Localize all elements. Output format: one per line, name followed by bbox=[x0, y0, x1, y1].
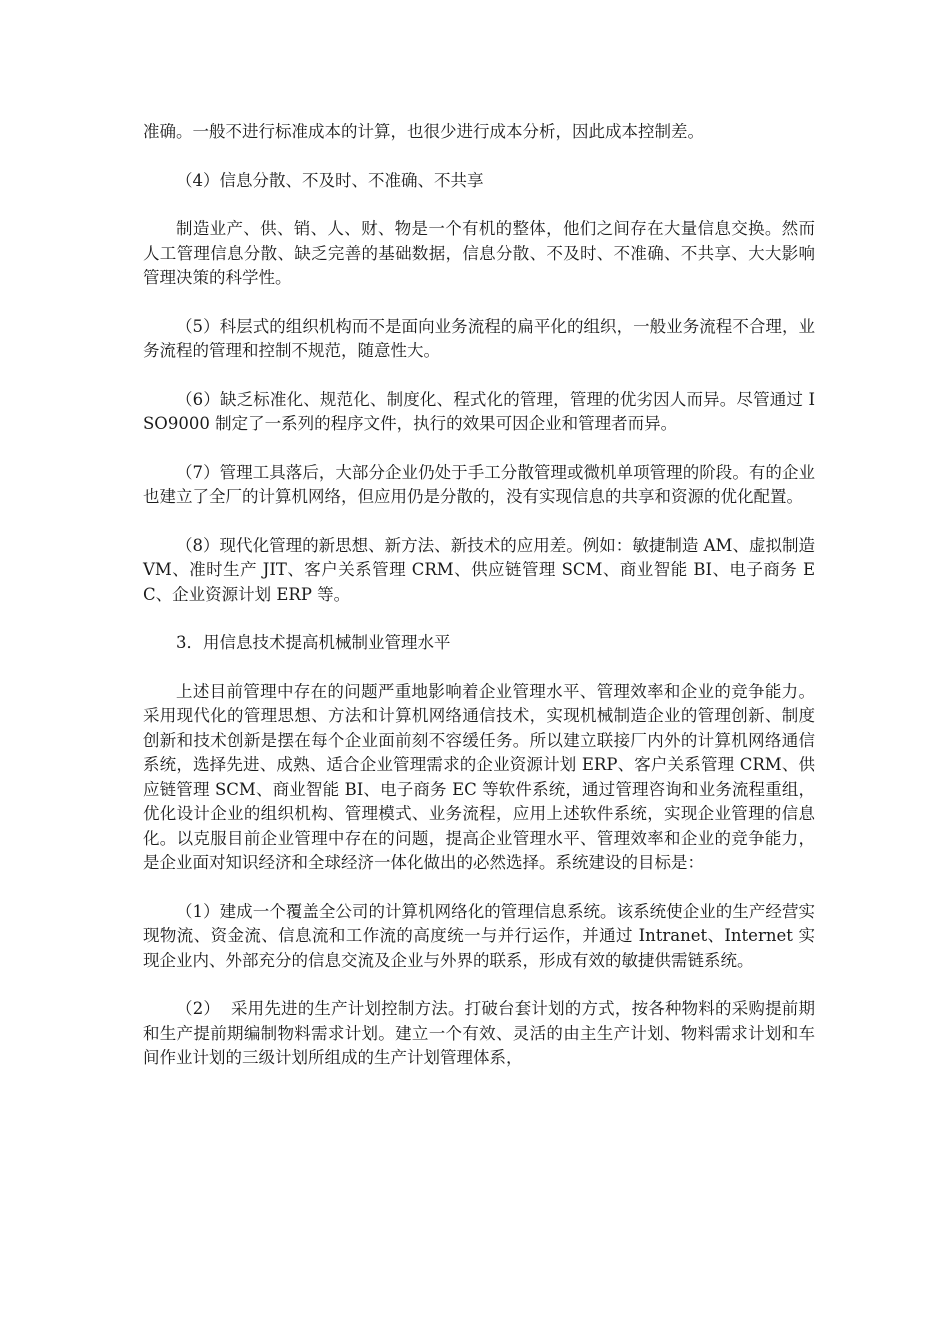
paragraph-goal-1: （1）建成一个覆盖全公司的计算机网络化的管理信息系统。该系统使企业的生产经营实现物流、资金流、信息流和工作流的高度统一与并行运作，并通过 Intranet、Internet 实现企业内、外部充分的信息交流及企业与外界的联系，形成有效的敏捷供需链系统。 bbox=[143, 901, 815, 970]
paragraph-item-7: （7）管理工具落后，大部分企业仍处于手工分散管理或微机单项管理的阶段。有的企业也建立了全厂的计算机网络，但应用仍是分散的，没有实现信息的共享和资源的优化配置。 bbox=[143, 462, 815, 506]
paragraph-information-exchange: 制造业产、供、销、人、财、物是一个有机的整体，他们之间存在大量信息交换。然而人工管理信息分散、缺乏完善的基础数据，信息分散、不及时、不准确、不共享、大大影响管理决策的科学性。 bbox=[143, 219, 815, 287]
paragraph-item-8: （8）现代化管理的新思想、新方法、新技术的应用差。例如：敏捷制造 AM、虚拟制造 VM、准时生产 JIT、客户关系管理 CRM、供应链管理 SCM、商业智能 BI、电子商务 EC、企业资源计划 ERP 等。 bbox=[143, 535, 821, 604]
paragraph-system-goals: 上述目前管理中存在的问题严重地影响着企业管理水平、管理效率和企业的竞争能力。采用现代化的管理思想、方法和计算机网络通信技术，实现机械制造企业的管理创新、制度创新和技术创新是摆在每个企业面前刻不容缓任务。所以建立联接厂内外的计算机网络通信系统，选择先进、成熟、适合企业管理需求的企业资源计划 ERP、客户关系管理 CRM、供应链管理 SCM、商业智能 BI、电子商务 EC 等软件系统，通过管理咨询和业务流程重组，优化设计企业的组织机构、管理模式、业务流程，应用上述软件系统，实现企业管理的信息化。以克服目前企业管理中存在的问题，提高企业管理水平、管理效率和企业的竞争能力，是企业面对知识经济和全球经济一体化做出的必然选择。系统建设的目标是： bbox=[143, 681, 815, 872]
heading-item-4: （4）信息分散、不及时、不准确、不共享 bbox=[176, 170, 484, 190]
paragraph-goal-2: （2） 采用先进的生产计划控制方法。打破台套计划的方式，按各种物料的采购提前期和生产提前期编制物料需求计划。建立一个有效、灵活的由主生产计划、物料需求计划和车间作业计划的三级计划所组成的生产计划管理体系， bbox=[143, 999, 815, 1067]
paragraph-cost-control: 准确。一般不进行标准成本的计算，也很少进行成本分析，因此成本控制差。 bbox=[143, 122, 704, 141]
paragraph-item-6: （6）缺乏标准化、规范化、制度化、程式化的管理，管理的优劣因人而异。尽管通过 ISO9000 制定了一系列的程序文件，执行的效果可因企业和管理者而异。 bbox=[143, 389, 815, 433]
document-body bbox=[143, 120, 821, 1095]
section-heading-3: 3．用信息技术提高机械制业管理水平 bbox=[176, 633, 451, 652]
paragraph-item-5: （5）科层式的组织机构而不是面向业务流程的扁平化的组织，一般业务流程不合理，业务流程的管理和控制不规范，随意性大。 bbox=[143, 316, 815, 360]
